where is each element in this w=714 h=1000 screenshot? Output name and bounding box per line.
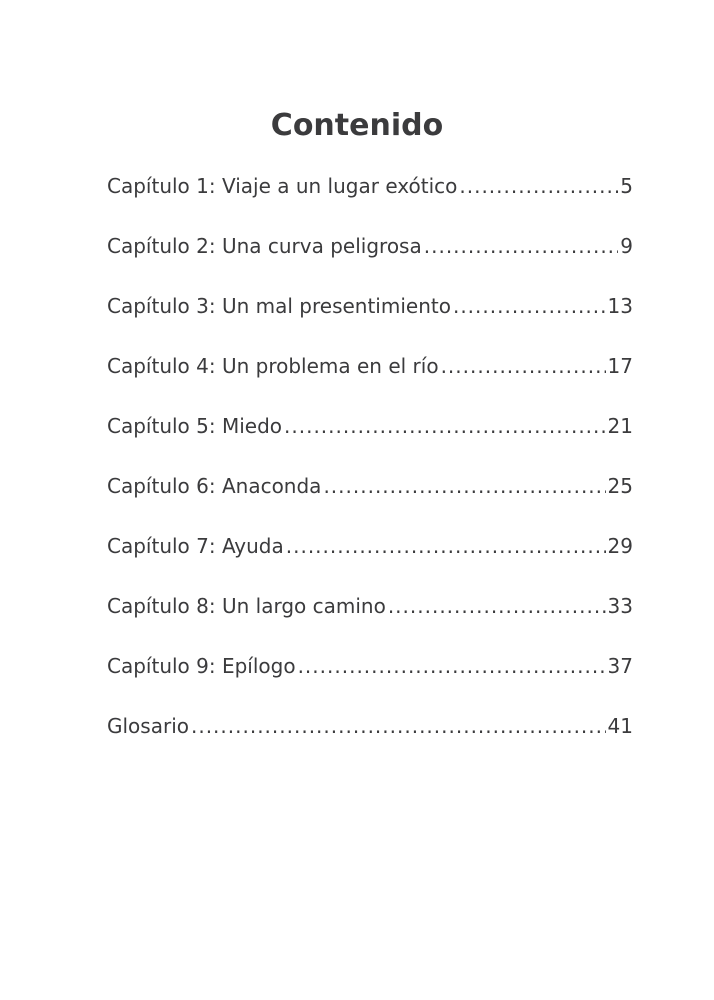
- toc-leader-dots: [298, 646, 606, 686]
- toc-entry-page: 41: [607, 714, 633, 738]
- table-of-contents: [107, 166, 633, 766]
- toc-entry-label: Capítulo 3: Un mal presentimiento: [107, 294, 451, 318]
- toc-entry-chapter-8[interactable]: [107, 586, 633, 626]
- toc-entry-page: 17: [607, 354, 633, 378]
- toc-entry-page: 13: [607, 294, 633, 318]
- toc-entry-label: Capítulo 4: Un problema en el río: [107, 354, 439, 378]
- toc-leader-dots: [284, 406, 606, 446]
- toc-entry-chapter-7[interactable]: [107, 526, 633, 566]
- toc-entry-page: 21: [607, 414, 633, 438]
- toc-entry-glossary[interactable]: [107, 706, 633, 746]
- toc-leader-dots: [453, 286, 606, 326]
- toc-leader-dots: [286, 526, 606, 566]
- toc-entry-page: 9: [620, 234, 633, 258]
- toc-entry-label: Capítulo 2: Una curva peligrosa: [107, 234, 422, 258]
- toc-leader-dots: [388, 586, 606, 626]
- toc-entry-label: Capítulo 1: Viaje a un lugar exótico: [107, 174, 458, 198]
- toc-entry-label: Capítulo 8: Un largo camino: [107, 594, 386, 618]
- toc-entry-label: Capítulo 6: Anaconda: [107, 474, 322, 498]
- toc-entry-page: 25: [607, 474, 633, 498]
- toc-entry-page: 29: [607, 534, 633, 558]
- toc-entry-chapter-9[interactable]: [107, 646, 633, 686]
- toc-entry-label: Glosario: [107, 714, 189, 738]
- toc-entry-chapter-3[interactable]: [107, 286, 633, 326]
- toc-leader-dots: [441, 346, 606, 386]
- toc-leader-dots: [424, 226, 619, 266]
- page-title: Contenido: [270, 108, 444, 143]
- toc-entry-page: 5: [620, 174, 633, 198]
- toc-entry-chapter-4[interactable]: [107, 346, 633, 386]
- toc-leader-dots: [191, 706, 606, 746]
- toc-leader-dots: [459, 166, 618, 206]
- toc-entry-label: Capítulo 5: Miedo: [107, 414, 283, 438]
- toc-entry-chapter-6[interactable]: [107, 466, 633, 506]
- toc-entry-chapter-5[interactable]: [107, 406, 633, 446]
- toc-entry-chapter-2[interactable]: [107, 226, 633, 266]
- toc-entry-page: 33: [607, 594, 633, 618]
- toc-entry-label: Capítulo 7: Ayuda: [107, 534, 284, 558]
- toc-entry-page: 37: [607, 654, 633, 678]
- toc-leader-dots: [323, 466, 605, 506]
- toc-entry-label: Capítulo 9: Epílogo: [107, 654, 296, 678]
- toc-entry-chapter-1[interactable]: [107, 166, 633, 206]
